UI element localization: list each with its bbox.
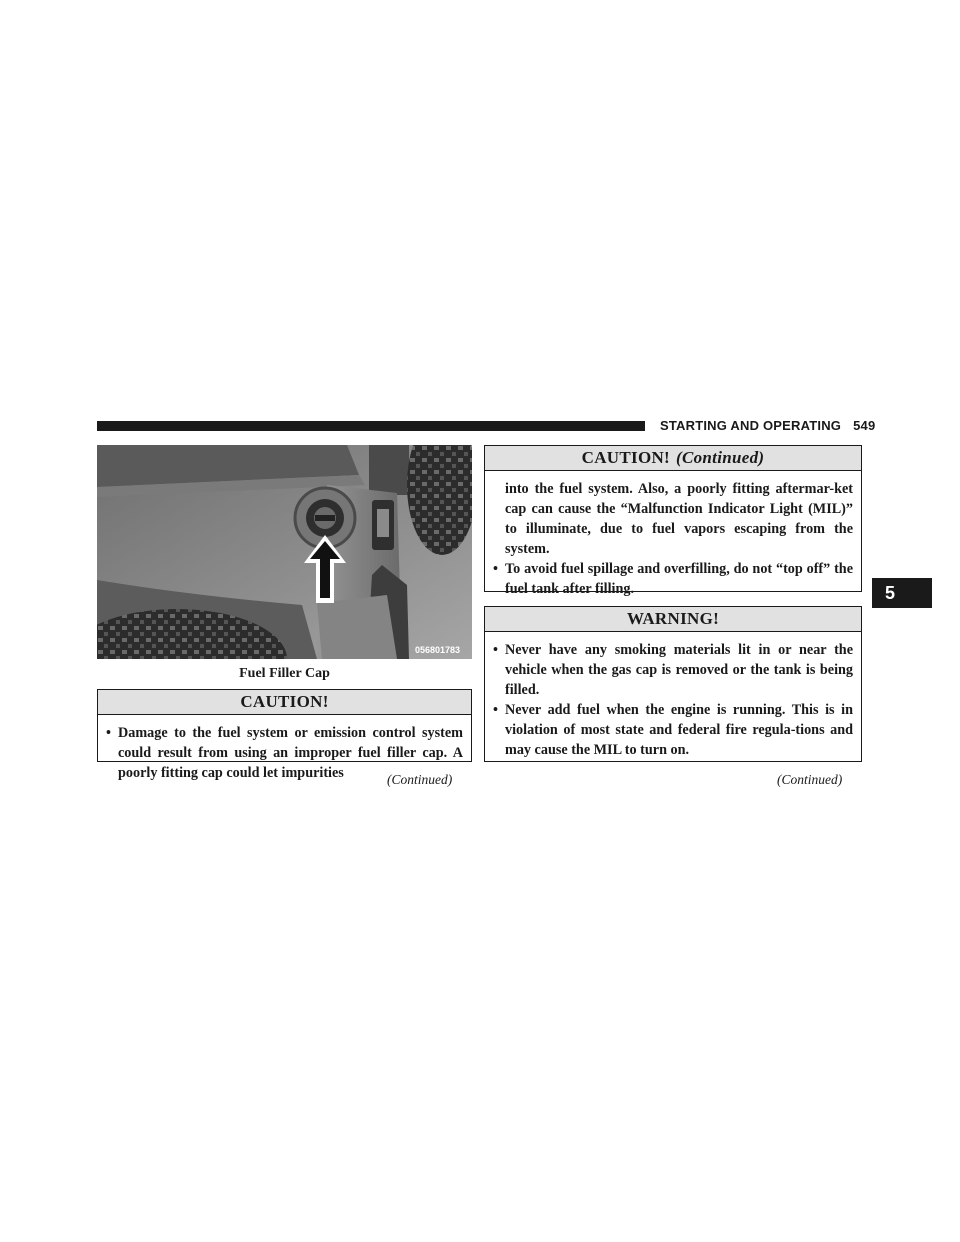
- caution-continued-item: [493, 559, 853, 599]
- warning-box: [484, 606, 862, 762]
- caution-continued-box: [484, 445, 862, 597]
- caution-continued-item-text: To avoid fuel spillage and overfilling, do not “top off” the fuel tank after filling.: [505, 561, 853, 597]
- figure-caption: Fuel Filler Cap: [239, 666, 330, 681]
- caution-continued-title-suffix: (Continued): [676, 448, 765, 467]
- warning-item-text: Never add fuel when the engine is running. This is in violation of most state and federal fire regula-tions and may cause the MIL to turn on.: [505, 702, 853, 758]
- continued-note-right: (Continued): [777, 772, 843, 787]
- caution-continuation-text: into the fuel system. Also, a poorly fitting aftermar-ket cap can cause the “Malfunction Indicator Light (MIL)” to illuminate, due to fuel vapors escaping from the system.: [505, 481, 853, 557]
- bullet-icon: •: [106, 725, 111, 741]
- figure-code: 056801783: [415, 645, 461, 655]
- warning-item-text: Never have any smoking materials lit in or near the vehicle when the gas cap is removed or the tank is being filled.: [505, 642, 853, 698]
- fuel-filler-cap-illustration: [97, 445, 472, 659]
- caution-continued-title-text: CAUTION!: [581, 448, 671, 467]
- continued-note-left: (Continued): [387, 772, 453, 787]
- section-title: STARTING AND OPERATING: [660, 418, 842, 433]
- warning-title: WARNING!: [485, 607, 861, 632]
- chapter-tab: 5: [872, 578, 932, 608]
- caution-continued-body: [485, 471, 861, 605]
- bullet-icon: •: [493, 642, 498, 658]
- bullet-icon: •: [493, 561, 498, 577]
- header-rule: [97, 421, 645, 431]
- caution-item-text: Damage to the fuel system or emission control system could result from using an improper fuel filler cap. A poorly fitting cap could let impurities: [118, 725, 463, 781]
- bullet-icon: •: [493, 702, 498, 718]
- warning-item: [493, 700, 853, 760]
- running-header: [660, 418, 875, 433]
- page-number: 549: [853, 418, 876, 433]
- caution-title: CAUTION!: [98, 690, 471, 715]
- warning-body: [485, 632, 861, 766]
- warning-item: [493, 640, 853, 700]
- caution-continued-title: [485, 446, 861, 471]
